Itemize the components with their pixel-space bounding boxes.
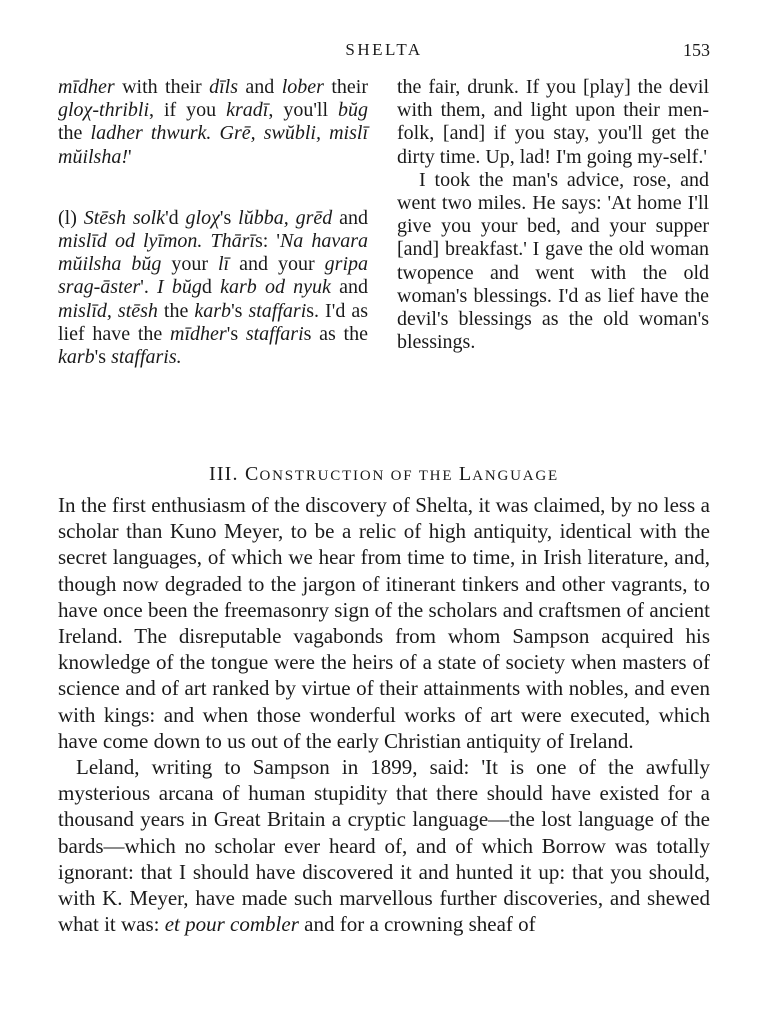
text-run: their [323,76,368,98]
text-run: mīdher [58,76,115,98]
text-run: 's [226,322,246,345]
text-run: Na havara mŭilsha bŭg [58,230,369,276]
text-run: with their [114,76,210,98]
text-run: et pour combler [164,912,299,937]
translation-column [397,76,709,354]
text-run: lŭbba, grēd [238,206,333,229]
text-run: the [58,122,91,145]
section-heading [58,463,710,486]
text-run: and [332,206,369,229]
body-paragraph-2 [58,754,710,937]
text-run: Leland, writing to Sampson in 1899, said: 'It is one of the awfully mysterious arcana of human stupidity that there should have existed for a thousand years in Great Britain a cryptic language—the lost language of the bards—which no scholar ever heard of, and of which Borrow was totally ignorant: that I should have discovered it and hunted it up: that you should, with K. Meyer, have made such marvellous further discoveries, and shewed what it was: [58,755,710,937]
text-run: ' [128,145,132,168]
text-run: ANGUAGE [472,468,560,484]
text-run: karb od nyuk [220,276,331,299]
text-run: lober [281,76,324,98]
text-run: gloχ [185,206,220,229]
text-run: s: ' [254,230,280,253]
text-run: and for a crowning sheaf of [298,912,536,937]
text-run: staffari [248,299,307,322]
translation-paragraph-2: I took the man's advice, rose, and went two miles. He says: 'At home I'll give you your bed, and your supper [and] breakfast.' I gave the old woman twopence and went with the old woman's blessings. I'd as lief have the devil's blessings as the old woman's blessings. [397,168,709,354]
text-run: mislīd od lyīmon. Thārī [58,230,255,253]
text-run: gloχ-thribli [58,99,150,122]
text-run: s as the [303,322,368,345]
text-run: bŭg [338,99,369,122]
text-run: Stēsh solk [83,206,166,229]
text-run: mislīd, stēsh [58,299,158,322]
text-run: gripa srag-āster [58,253,368,299]
text-run: (l) [58,206,84,229]
page-header [58,40,710,66]
text-run: C [244,463,260,485]
text-run: L [458,463,473,485]
text-run: staffaris. [111,346,182,369]
text-run: ladher thwurk. Grē, swŭbli, mislī mŭilsha! [58,122,368,168]
text-run: your [161,253,218,276]
text-run: and [238,76,282,98]
text-run: lī [218,253,230,276]
page-number: 153 [683,40,710,60]
text-run: , if you [149,99,227,122]
shelta-text-column [58,76,368,369]
text-run: kradī [226,99,269,122]
text-run: staffari [245,322,304,345]
text-run: and your [229,253,325,276]
shelta-paragraph-1 [58,76,368,169]
shelta-paragraph-2 [58,207,368,369]
section-numeral: III. [208,463,239,485]
text-run: karb [58,346,95,369]
text-run: '. [140,276,158,299]
text-run: 's [94,346,112,369]
text-run: I bŭg [157,276,202,299]
text-run: d [201,276,221,299]
text-run: s. I'd as lief have the [58,299,368,345]
text-run: and [330,276,368,299]
text-run: , you'll [268,99,339,122]
text-run: the [157,299,195,322]
text-run: mīdher [170,322,227,345]
text-run: 'd [165,206,186,229]
running-title: SHELTA [345,40,423,59]
text-run: karb [194,299,232,322]
text-run: ONSTRUCTION OF THE [259,468,459,484]
text-run: 's [231,299,249,322]
body-text [58,492,710,937]
body-paragraph-1: In the first enthusiasm of the discovery of Shelta, it was claimed, by no less a scholar than Kuno Meyer, to be a relic of high antiquity, identical with the secret languages, of which we hear from time to time, in Irish literature, and, though now degraded to the jargon of itinerant tinkers and other vagrants, to have once been the freemasonry sign of the scholars and craftsmen of ancient Ireland. The disreputable vagabonds from whom Sampson acquired his knowledge of the tongue were the heirs of a state of society when masters of science and of art ranked by virtue of their attainments with nobles, and even with kings: and when those wonderful works of art were executed, which have come down to us out of the early Christian antiquity of Ireland. [58,493,710,753]
section-title [245,463,559,485]
text-run: 's [219,206,239,229]
translation-paragraph-1: the fair, drunk. If you [play] the devil with them, and light upon their men-folk, [and] if you stay, you'll get the dirty time. Up, lad! I'm going my-self.' [397,76,709,168]
text-run: dīls [209,76,239,98]
